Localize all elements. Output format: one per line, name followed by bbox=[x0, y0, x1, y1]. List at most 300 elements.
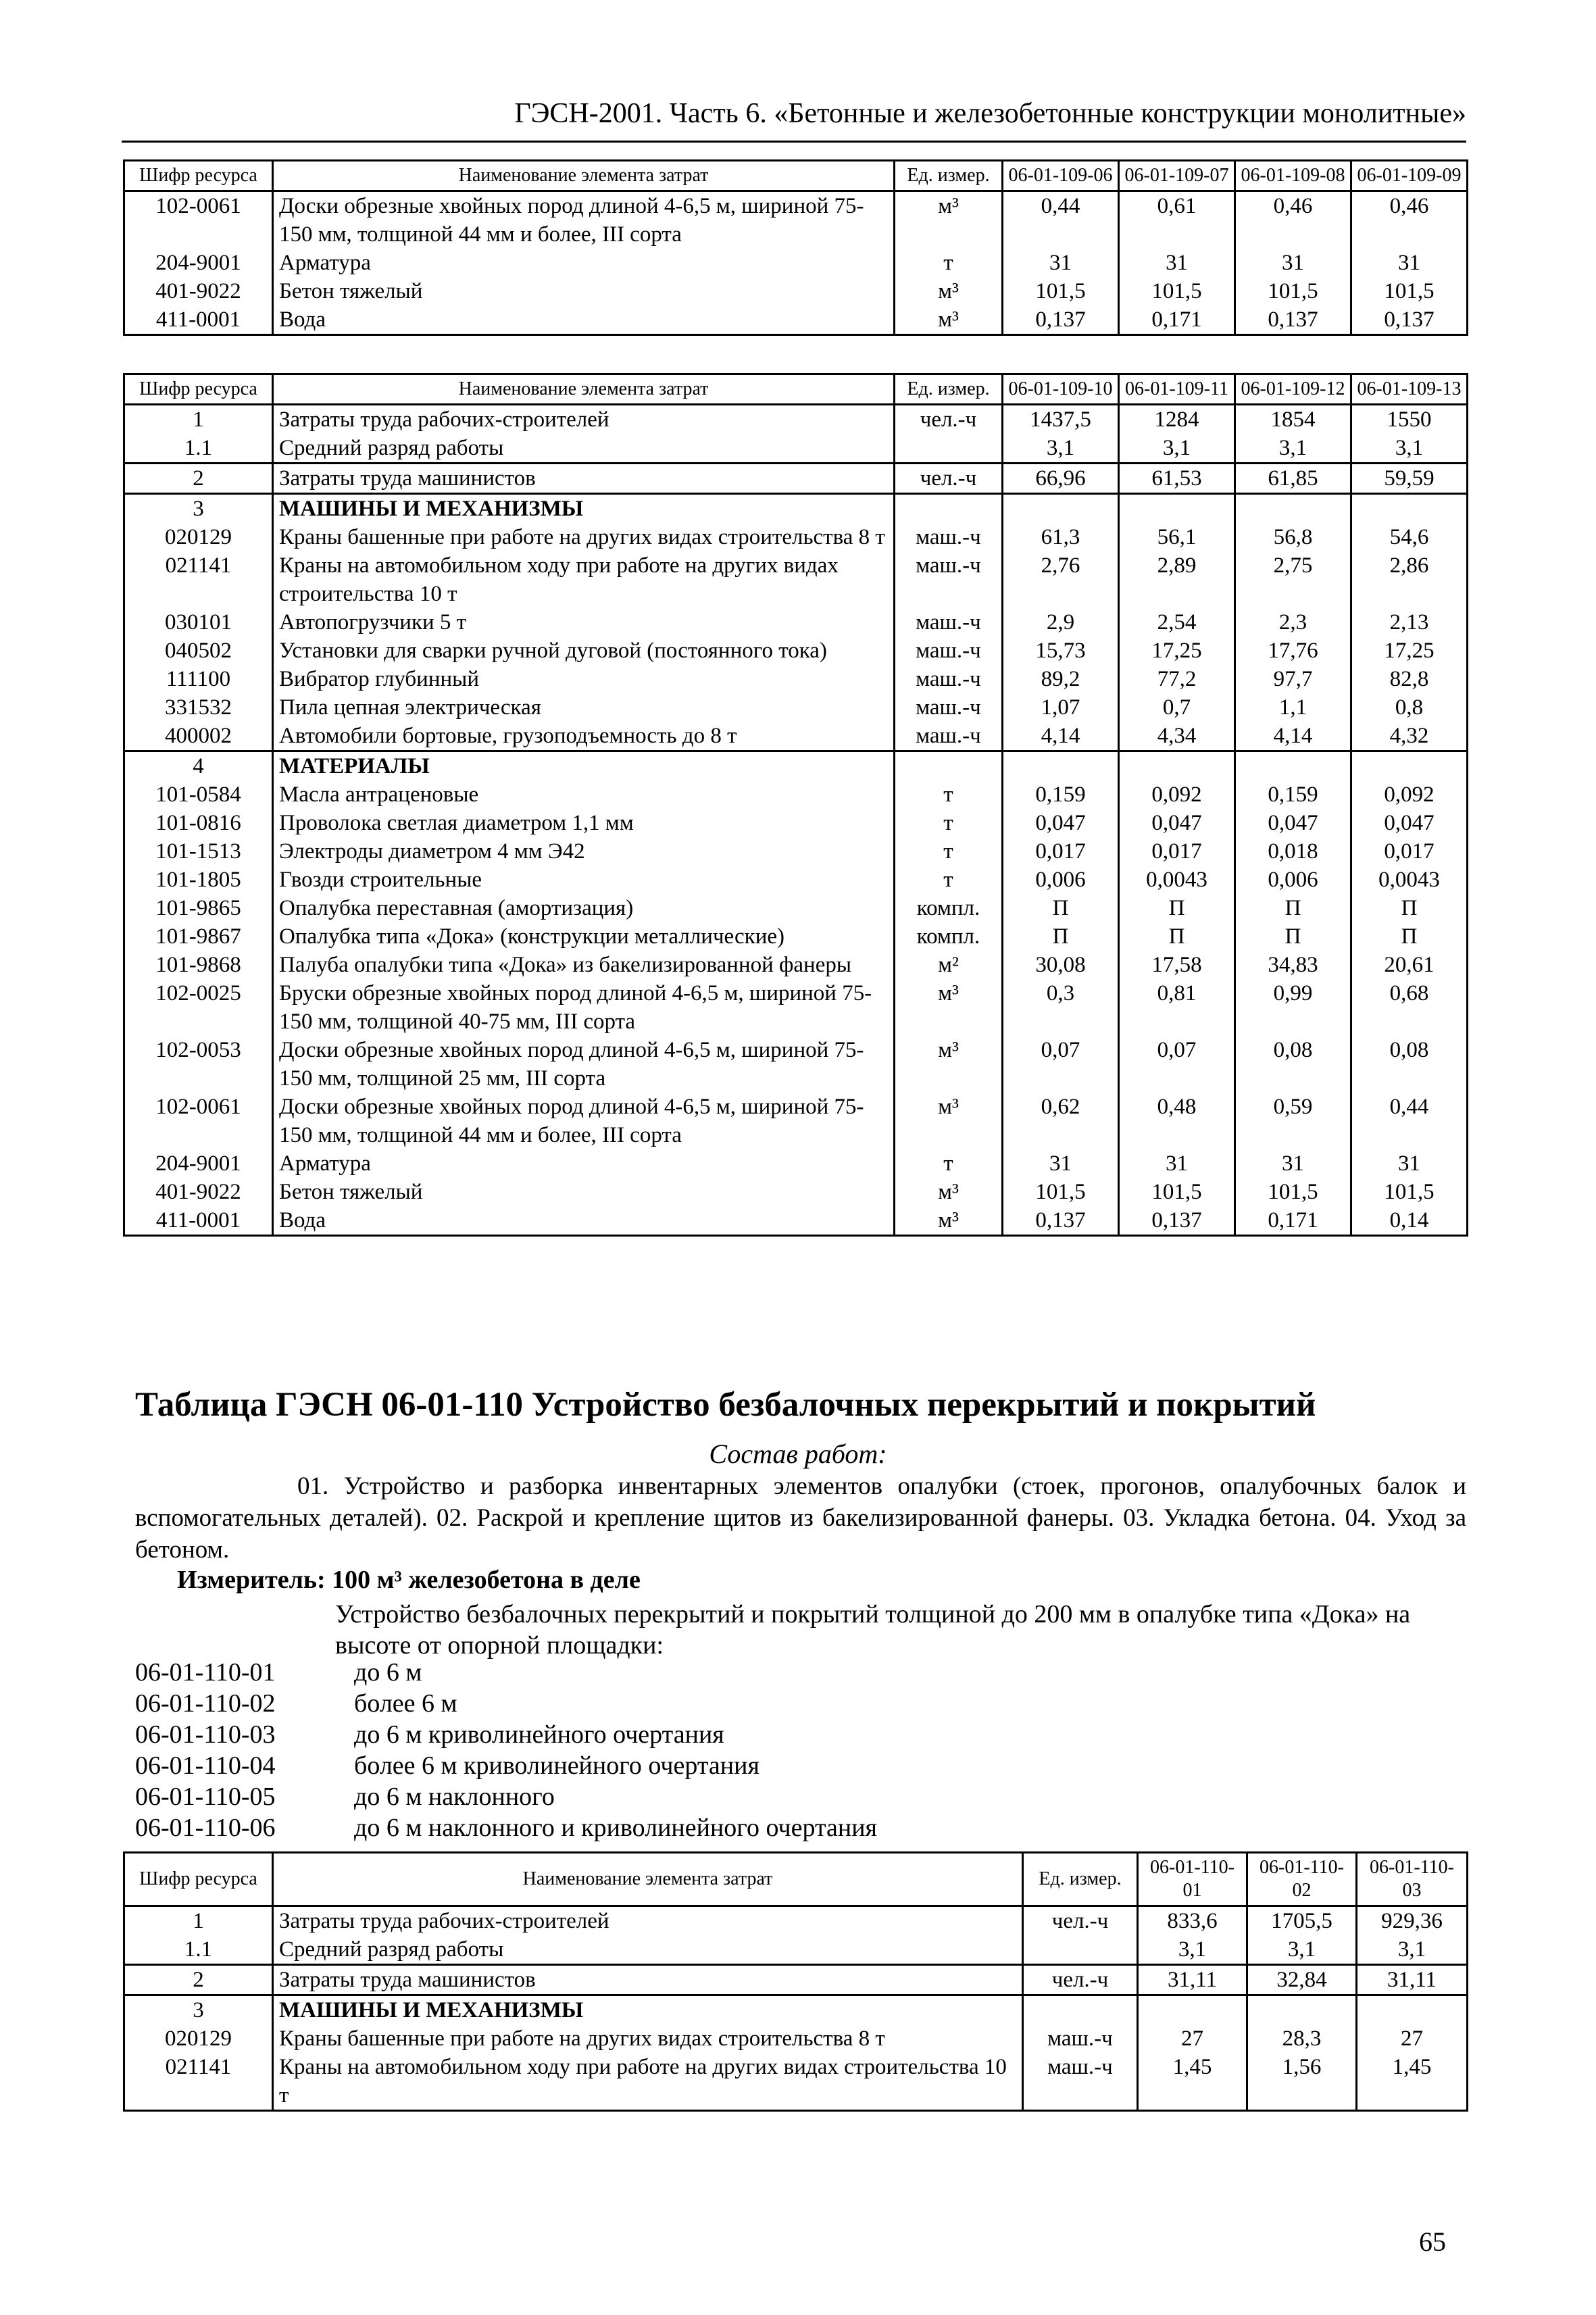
cost-element-name: Пила цепная электрическая bbox=[273, 693, 895, 722]
table-row bbox=[124, 1935, 1468, 1965]
value-cell: 0,017 bbox=[1119, 837, 1235, 866]
resource-code: 111100 bbox=[124, 665, 273, 693]
table-header-row bbox=[124, 374, 1468, 405]
cost-element-name: Средний разряд работы bbox=[273, 1935, 1023, 1965]
value-cell: 1,07 bbox=[1003, 693, 1119, 722]
section-subtitle: Состав работ: bbox=[709, 1439, 887, 1469]
value-cell bbox=[1235, 494, 1351, 524]
cost-element-name: Автопогрузчики 5 т bbox=[273, 608, 895, 637]
unit-cell: м² bbox=[895, 951, 1003, 979]
cost-element-name: Арматура bbox=[273, 249, 895, 277]
value-cell: П bbox=[1003, 922, 1119, 951]
value-cell: 28,3 bbox=[1247, 2024, 1357, 2053]
table-row bbox=[124, 405, 1468, 434]
value-cell: 3,1 bbox=[1351, 434, 1468, 464]
variant-code: 06-01-110-01 bbox=[135, 1658, 276, 1687]
value-cell: 0,159 bbox=[1003, 780, 1119, 809]
value-cell: 0,092 bbox=[1119, 780, 1235, 809]
table-row bbox=[124, 608, 1468, 637]
resource-code: 411-0001 bbox=[124, 1206, 273, 1236]
variant-code: 06-01-110-02 bbox=[135, 1689, 276, 1718]
value-cell: 101,5 bbox=[1119, 1178, 1235, 1206]
unit-cell: м³ bbox=[895, 277, 1003, 305]
variant-item bbox=[135, 1750, 877, 1781]
value-cell bbox=[1119, 751, 1235, 781]
value-cell: 17,25 bbox=[1351, 637, 1468, 665]
value-cell: 0,137 bbox=[1235, 305, 1351, 335]
resource-code: 1.1 bbox=[124, 434, 273, 464]
table-row bbox=[124, 722, 1468, 751]
value-cell: 54,6 bbox=[1351, 523, 1468, 551]
value-cell: 0,48 bbox=[1119, 1093, 1235, 1149]
value-cell: 833,6 bbox=[1138, 1906, 1247, 1936]
value-cell: 31,11 bbox=[1138, 1965, 1247, 1995]
unit-cell: м³ bbox=[895, 1093, 1003, 1149]
value-cell: 0,047 bbox=[1351, 809, 1468, 837]
work-description: Устройство безбалочных перекрытий и покрытий толщиной до 200 мм в опалубке типа «Дока» на высоте от опорной площадки: bbox=[335, 1600, 1411, 1660]
value-cell bbox=[1247, 1995, 1357, 2025]
table-row bbox=[124, 780, 1468, 809]
value-cell: 97,7 bbox=[1235, 665, 1351, 693]
value-cell bbox=[1351, 494, 1468, 524]
table-row bbox=[124, 665, 1468, 693]
resource-table-109-10-13 bbox=[123, 373, 1468, 1237]
value-cell: 0,171 bbox=[1119, 305, 1235, 335]
value-cell: 31 bbox=[1119, 1149, 1235, 1178]
value-cell: 4,14 bbox=[1235, 722, 1351, 751]
column-header: 06-01-109-06 bbox=[1003, 161, 1119, 191]
unit-cell: компл. bbox=[895, 894, 1003, 922]
resource-code: 411-0001 bbox=[124, 305, 273, 335]
table-row bbox=[124, 751, 1468, 781]
value-cell: 0,7 bbox=[1119, 693, 1235, 722]
table-row bbox=[124, 1036, 1468, 1093]
table-row bbox=[124, 1206, 1468, 1236]
unit-cell: чел.-ч bbox=[1023, 1906, 1138, 1936]
value-cell: 0,171 bbox=[1235, 1206, 1351, 1236]
resource-code: 020129 bbox=[124, 2024, 273, 2053]
value-cell: 101,5 bbox=[1003, 277, 1119, 305]
cost-element-name: Бруски обрезные хвойных пород длиной 4-6,5 м, шириной 75-150 мм, толщиной 40-75 мм, III сорта bbox=[273, 979, 895, 1036]
cost-element-name: Автомобили бортовые, грузоподъемность до 8 т bbox=[273, 722, 895, 751]
unit-cell: чел.-ч bbox=[895, 464, 1003, 494]
table-row bbox=[124, 809, 1468, 837]
unit-cell: т bbox=[895, 780, 1003, 809]
cost-element-name: Проволока светлая диаметром 1,1 мм bbox=[273, 809, 895, 837]
column-header: 06-01-109-10 bbox=[1003, 374, 1119, 405]
unit-cell: т bbox=[895, 809, 1003, 837]
value-cell: 0,137 bbox=[1351, 305, 1468, 335]
unit-cell: т bbox=[895, 1149, 1003, 1178]
column-header: 06-01-109-12 bbox=[1235, 374, 1351, 405]
table-row bbox=[124, 305, 1468, 335]
unit-cell: т bbox=[895, 866, 1003, 894]
variant-item bbox=[135, 1781, 877, 1812]
value-cell: 89,2 bbox=[1003, 665, 1119, 693]
resource-code: 101-1513 bbox=[124, 837, 273, 866]
resource-code: 1.1 bbox=[124, 1935, 273, 1965]
cost-element-name: Доски обрезные хвойных пород длиной 4-6,5 м, шириной 75-150 мм, толщиной 25 мм, III сорта bbox=[273, 1036, 895, 1093]
value-cell: 4,34 bbox=[1119, 722, 1235, 751]
table-row bbox=[124, 2053, 1468, 2111]
value-cell: П bbox=[1235, 894, 1351, 922]
unit-cell: м³ bbox=[895, 1178, 1003, 1206]
variant-code: 06-01-110-06 bbox=[135, 1814, 276, 1842]
resource-code: 101-9867 bbox=[124, 922, 273, 951]
cost-element-name: Краны башенные при работе на других видах строительства 8 т bbox=[273, 2024, 1023, 2053]
column-header: 06-01-109-11 bbox=[1119, 374, 1235, 405]
table-row bbox=[124, 922, 1468, 951]
table-row bbox=[124, 837, 1468, 866]
resource-code: 2 bbox=[124, 1965, 273, 1995]
table-row bbox=[124, 866, 1468, 894]
cost-element-name: Затраты труда машинистов bbox=[273, 1965, 1023, 1995]
value-cell: П bbox=[1235, 922, 1351, 951]
cost-element-name: МАШИНЫ И МЕХАНИЗМЫ bbox=[273, 494, 895, 524]
variant-text: до 6 м криволинейного очертания bbox=[354, 1720, 724, 1749]
column-header: 06-01-110-01 bbox=[1138, 1853, 1247, 1906]
value-cell: 0,44 bbox=[1003, 191, 1119, 249]
resource-code: 1 bbox=[124, 405, 273, 434]
unit-cell: маш.-ч bbox=[895, 608, 1003, 637]
cost-element-name: МАШИНЫ И МЕХАНИЗМЫ bbox=[273, 1995, 1023, 2025]
value-cell: П bbox=[1003, 894, 1119, 922]
value-cell: 2,75 bbox=[1235, 551, 1351, 608]
resource-code: 020129 bbox=[124, 523, 273, 551]
value-cell: П bbox=[1119, 894, 1235, 922]
value-cell: 56,1 bbox=[1119, 523, 1235, 551]
cost-element-name: Краны на автомобильном ходу при работе на других видах строительства 10 т bbox=[273, 551, 895, 608]
value-cell: 34,83 bbox=[1235, 951, 1351, 979]
value-cell: 0,092 bbox=[1351, 780, 1468, 809]
value-cell: 3,1 bbox=[1003, 434, 1119, 464]
value-cell: 0,61 bbox=[1119, 191, 1235, 249]
cost-element-name: Гвозди строительные bbox=[273, 866, 895, 894]
value-cell: П bbox=[1119, 922, 1235, 951]
column-header: Шифр ресурса bbox=[124, 1853, 273, 1906]
unit-cell: м³ bbox=[895, 1036, 1003, 1093]
variant-item bbox=[135, 1812, 877, 1843]
unit-cell: маш.-ч bbox=[1023, 2024, 1138, 2053]
table-row bbox=[124, 693, 1468, 722]
value-cell: 0,0043 bbox=[1119, 866, 1235, 894]
unit-cell: т bbox=[895, 249, 1003, 277]
cost-element-name: Доски обрезные хвойных пород длиной 4-6,5 м, шириной 75-150 мм, толщиной 44 мм и более, III сорта bbox=[273, 191, 895, 249]
value-cell: 0,08 bbox=[1235, 1036, 1351, 1093]
unit-cell: маш.-ч bbox=[895, 722, 1003, 751]
unit-cell: м³ bbox=[895, 979, 1003, 1036]
column-header: Ед. измер. bbox=[895, 374, 1003, 405]
value-cell: 2,86 bbox=[1351, 551, 1468, 608]
unit-cell: чел.-ч bbox=[895, 405, 1003, 434]
resource-code: 400002 bbox=[124, 722, 273, 751]
table-row bbox=[124, 1178, 1468, 1206]
value-cell: 0,3 bbox=[1003, 979, 1119, 1036]
table-row bbox=[124, 277, 1468, 305]
value-cell: 0,46 bbox=[1235, 191, 1351, 249]
table-row bbox=[124, 1149, 1468, 1178]
table-row bbox=[124, 494, 1468, 524]
value-cell bbox=[1138, 1995, 1247, 2025]
value-cell: 3,1 bbox=[1138, 1935, 1247, 1965]
resource-code: 101-1805 bbox=[124, 866, 273, 894]
table-row bbox=[124, 191, 1468, 249]
unit-cell: м³ bbox=[895, 191, 1003, 249]
column-header: Ед. измер. bbox=[1023, 1853, 1138, 1906]
value-cell: 1,45 bbox=[1357, 2053, 1468, 2111]
unit-cell: маш.-ч bbox=[895, 551, 1003, 608]
column-header: 06-01-109-09 bbox=[1351, 161, 1468, 191]
column-header: Наименование элемента затрат bbox=[273, 1853, 1023, 1906]
table-row bbox=[124, 464, 1468, 494]
value-cell: 0,81 bbox=[1119, 979, 1235, 1036]
table-row bbox=[124, 637, 1468, 665]
value-cell: 0,137 bbox=[1003, 1206, 1119, 1236]
value-cell: 17,25 bbox=[1119, 637, 1235, 665]
value-cell: 2,13 bbox=[1351, 608, 1468, 637]
resource-code: 1 bbox=[124, 1906, 273, 1936]
column-header: Шифр ресурса bbox=[124, 374, 273, 405]
value-cell: 0,006 bbox=[1235, 866, 1351, 894]
cost-element-name: Вибратор глубинный bbox=[273, 665, 895, 693]
cost-element-name: Опалубка типа «Дока» (конструкции металлические) bbox=[273, 922, 895, 951]
cost-element-name: Арматура bbox=[273, 1149, 895, 1178]
resource-code: 102-0053 bbox=[124, 1036, 273, 1093]
variant-text: до 6 м bbox=[354, 1658, 422, 1687]
value-cell: 0,137 bbox=[1119, 1206, 1235, 1236]
variant-item bbox=[135, 1688, 877, 1719]
value-cell: 0,07 bbox=[1119, 1036, 1235, 1093]
value-cell: 61,53 bbox=[1119, 464, 1235, 494]
running-header bbox=[122, 92, 1466, 143]
value-cell: 0,018 bbox=[1235, 837, 1351, 866]
variant-code: 06-01-110-04 bbox=[135, 1751, 276, 1780]
table-row bbox=[124, 1965, 1468, 1995]
value-cell: 3,1 bbox=[1247, 1935, 1357, 1965]
unit-cell: м³ bbox=[895, 1206, 1003, 1236]
unit-cell: м³ bbox=[895, 305, 1003, 335]
value-cell: 30,08 bbox=[1003, 951, 1119, 979]
value-cell bbox=[1119, 494, 1235, 524]
cost-element-name: Доски обрезные хвойных пород длиной 4-6,5 м, шириной 75-150 мм, толщиной 44 мм и более, III сорта bbox=[273, 1093, 895, 1149]
table-row bbox=[124, 1906, 1468, 1936]
value-cell: 101,5 bbox=[1003, 1178, 1119, 1206]
measure-unit: Измеритель: 100 м³ железобетона в деле bbox=[177, 1566, 641, 1594]
value-cell: 59,59 bbox=[1351, 464, 1468, 494]
cost-element-name: Вода bbox=[273, 305, 895, 335]
column-header: Шифр ресурса bbox=[124, 161, 273, 191]
value-cell: 0,44 bbox=[1351, 1093, 1468, 1149]
value-cell: 3,1 bbox=[1357, 1935, 1468, 1965]
column-header: Наименование элемента затрат bbox=[273, 374, 895, 405]
resource-table-109-06-09 bbox=[123, 159, 1468, 336]
resource-code: 030101 bbox=[124, 608, 273, 637]
unit-cell: маш.-ч bbox=[895, 523, 1003, 551]
value-cell: 101,5 bbox=[1235, 1178, 1351, 1206]
resource-code: 3 bbox=[124, 494, 273, 524]
cost-element-name: Краны башенные при работе на других видах строительства 8 т bbox=[273, 523, 895, 551]
value-cell: 0,62 bbox=[1003, 1093, 1119, 1149]
column-header: Ед. измер. bbox=[895, 161, 1003, 191]
value-cell: 32,84 bbox=[1247, 1965, 1357, 1995]
unit-cell: маш.-ч bbox=[1023, 2053, 1138, 2111]
value-cell: 31 bbox=[1003, 1149, 1119, 1178]
table-row bbox=[124, 2024, 1468, 2053]
cost-element-name: Затраты труда рабочих-строителей bbox=[273, 405, 895, 434]
table-row bbox=[124, 894, 1468, 922]
value-cell: 31 bbox=[1351, 1149, 1468, 1178]
value-cell: 1437,5 bbox=[1003, 405, 1119, 434]
value-cell bbox=[1003, 751, 1119, 781]
variant-text: более 6 м bbox=[354, 1689, 457, 1718]
value-cell: 2,89 bbox=[1119, 551, 1235, 608]
value-cell: 0,006 bbox=[1003, 866, 1119, 894]
cost-element-name: Затраты труда рабочих-строителей bbox=[273, 1906, 1023, 1936]
cost-element-name: Бетон тяжелый bbox=[273, 1178, 895, 1206]
value-cell: 101,5 bbox=[1351, 1178, 1468, 1206]
unit-cell: маш.-ч bbox=[895, 693, 1003, 722]
value-cell: 0,047 bbox=[1003, 809, 1119, 837]
resource-code: 204-9001 bbox=[124, 249, 273, 277]
table-row bbox=[124, 434, 1468, 464]
value-cell: 1550 bbox=[1351, 405, 1468, 434]
value-cell: 0,017 bbox=[1351, 837, 1468, 866]
value-cell bbox=[1351, 751, 1468, 781]
value-cell: 3,1 bbox=[1119, 434, 1235, 464]
table-row bbox=[124, 249, 1468, 277]
value-cell: 0,99 bbox=[1235, 979, 1351, 1036]
value-cell: 0,08 bbox=[1351, 1036, 1468, 1093]
value-cell: 1284 bbox=[1119, 405, 1235, 434]
resource-code: 331532 bbox=[124, 693, 273, 722]
cost-element-name: Вода bbox=[273, 1206, 895, 1236]
value-cell: 31 bbox=[1003, 249, 1119, 277]
value-cell: 0,159 bbox=[1235, 780, 1351, 809]
value-cell: 66,96 bbox=[1003, 464, 1119, 494]
column-header: 06-01-109-08 bbox=[1235, 161, 1351, 191]
value-cell: 101,5 bbox=[1351, 277, 1468, 305]
column-header: 06-01-110-03 bbox=[1357, 1853, 1468, 1906]
running-header-text: ГЭСН-2001. Часть 6. «Бетонные и железобетонные конструкции монолитные» bbox=[514, 98, 1466, 129]
table-row bbox=[124, 951, 1468, 979]
resource-code: 204-9001 bbox=[124, 1149, 273, 1178]
work-composition: 01. Устройство и разборка инвентарных элементов опалубки (стоек, прогонов, опалубочных балок и вспомогательных деталей). 02. Раскрой и крепление щитов из бакелизированной фанеры. 03. Укладка бетона. 04. Уход за бетоном. bbox=[135, 1472, 1466, 1564]
variant-text: до 6 м наклонного bbox=[354, 1783, 555, 1811]
value-cell: 0,0043 bbox=[1351, 866, 1468, 894]
resource-code: 021141 bbox=[124, 2053, 273, 2111]
variant-text: до 6 м наклонного и криволинейного очертания bbox=[354, 1814, 878, 1842]
cost-element-name: Затраты труда машинистов bbox=[273, 464, 895, 494]
cost-element-name: МАТЕРИАЛЫ bbox=[273, 751, 895, 781]
value-cell: 0,14 bbox=[1351, 1206, 1468, 1236]
value-cell: 31 bbox=[1235, 1149, 1351, 1178]
value-cell: 0,68 bbox=[1351, 979, 1468, 1036]
resource-table-110-01-03 bbox=[123, 1851, 1468, 2112]
table-row bbox=[124, 551, 1468, 608]
variant-code: 06-01-110-03 bbox=[135, 1720, 276, 1749]
table-row bbox=[124, 1093, 1468, 1149]
value-cell: 0,017 bbox=[1003, 837, 1119, 866]
resource-code: 101-9868 bbox=[124, 951, 273, 979]
resource-code: 021141 bbox=[124, 551, 273, 608]
value-cell: 31 bbox=[1235, 249, 1351, 277]
resource-code: 102-0061 bbox=[124, 1093, 273, 1149]
unit-cell bbox=[895, 434, 1003, 464]
cost-element-name: Масла антраценовые bbox=[273, 780, 895, 809]
value-cell bbox=[1357, 1995, 1468, 2025]
unit-cell bbox=[1023, 1935, 1138, 1965]
value-cell: П bbox=[1351, 894, 1468, 922]
resource-code: 040502 bbox=[124, 637, 273, 665]
resource-code: 101-9865 bbox=[124, 894, 273, 922]
value-cell: 101,5 bbox=[1119, 277, 1235, 305]
resource-code: 4 bbox=[124, 751, 273, 781]
value-cell: 0,047 bbox=[1119, 809, 1235, 837]
resource-code: 3 bbox=[124, 1995, 273, 2025]
value-cell: 1854 bbox=[1235, 405, 1351, 434]
column-header: 06-01-110-02 bbox=[1247, 1853, 1357, 1906]
column-header: 06-01-109-13 bbox=[1351, 374, 1468, 405]
value-cell: 2,54 bbox=[1119, 608, 1235, 637]
cost-element-name: Опалубка переставная (амортизация) bbox=[273, 894, 895, 922]
value-cell: 82,8 bbox=[1351, 665, 1468, 693]
column-header: Наименование элемента затрат bbox=[273, 161, 895, 191]
value-cell: 27 bbox=[1357, 2024, 1468, 2053]
value-cell: 4,32 bbox=[1351, 722, 1468, 751]
value-cell: 4,14 bbox=[1003, 722, 1119, 751]
variant-item bbox=[135, 1657, 877, 1688]
value-cell: 1705,5 bbox=[1247, 1906, 1357, 1936]
value-cell: 3,1 bbox=[1235, 434, 1351, 464]
value-cell: 20,61 bbox=[1351, 951, 1468, 979]
cost-element-name: Бетон тяжелый bbox=[273, 277, 895, 305]
value-cell bbox=[1235, 751, 1351, 781]
resource-code: 401-9022 bbox=[124, 1178, 273, 1206]
variant-item bbox=[135, 1719, 877, 1750]
value-cell: П bbox=[1351, 922, 1468, 951]
variants-list bbox=[135, 1657, 877, 1843]
resource-code: 102-0025 bbox=[124, 979, 273, 1036]
value-cell: 31,11 bbox=[1357, 1965, 1468, 1995]
value-cell: 56,8 bbox=[1235, 523, 1351, 551]
cost-element-name: Палуба опалубки типа «Дока» из бакелизированной фанеры bbox=[273, 951, 895, 979]
value-cell: 0,8 bbox=[1351, 693, 1468, 722]
value-cell: 17,76 bbox=[1235, 637, 1351, 665]
value-cell: 31 bbox=[1351, 249, 1468, 277]
value-cell: 0,46 bbox=[1351, 191, 1468, 249]
variant-code: 06-01-110-05 bbox=[135, 1783, 276, 1811]
unit-cell bbox=[1023, 1995, 1138, 2025]
table-row bbox=[124, 523, 1468, 551]
table-header-row bbox=[124, 161, 1468, 191]
section-title: Таблица ГЭСН 06-01-110 Устройство безбалочных перекрытий и покрытий bbox=[135, 1386, 1316, 1424]
resource-code: 2 bbox=[124, 464, 273, 494]
value-cell: 0,59 bbox=[1235, 1093, 1351, 1149]
value-cell: 1,45 bbox=[1138, 2053, 1247, 2111]
variant-text: более 6 м криволинейного очертания bbox=[354, 1751, 759, 1780]
value-cell: 101,5 bbox=[1235, 277, 1351, 305]
unit-cell: т bbox=[895, 837, 1003, 866]
cost-element-name: Средний разряд работы bbox=[273, 434, 895, 464]
column-header: 06-01-109-07 bbox=[1119, 161, 1235, 191]
value-cell: 15,73 bbox=[1003, 637, 1119, 665]
unit-cell bbox=[895, 494, 1003, 524]
value-cell: 77,2 bbox=[1119, 665, 1235, 693]
value-cell: 0,07 bbox=[1003, 1036, 1119, 1093]
resource-code: 101-0816 bbox=[124, 809, 273, 837]
value-cell: 61,3 bbox=[1003, 523, 1119, 551]
value-cell bbox=[1003, 494, 1119, 524]
